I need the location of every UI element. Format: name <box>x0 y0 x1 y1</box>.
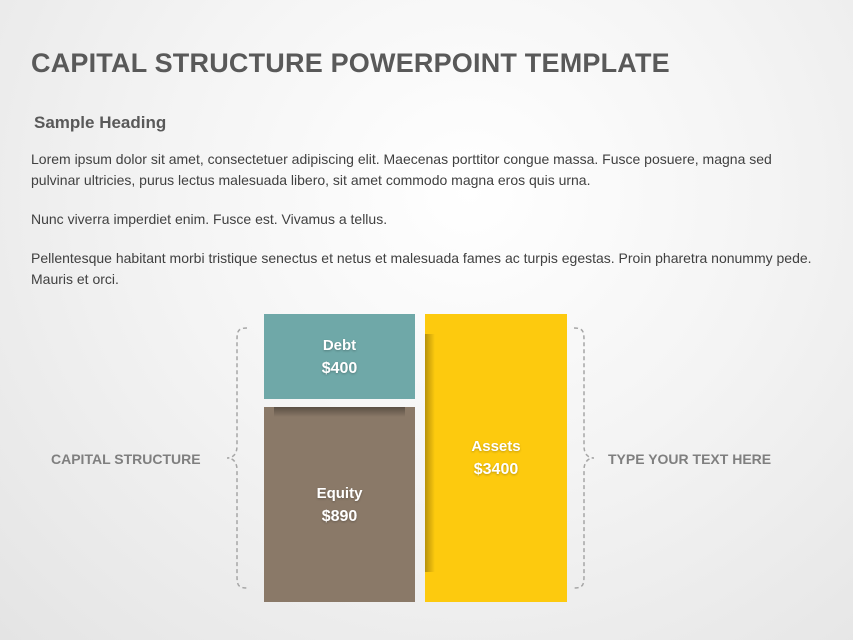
debt-label: Debt <box>322 336 357 354</box>
equity-value: $890 <box>321 507 358 525</box>
equity-label: Equity <box>316 484 363 502</box>
paragraph-1: Lorem ipsum dolor sit amet, consectetuer adipiscing elit. Maecenas porttitor congue massa. Fusce posuere, magna sed pulvinar ultricies, purus lectus malesuada libero, sit amet commodo magna eros quis urna. <box>31 151 772 188</box>
debt-block <box>264 314 415 399</box>
equity-block <box>264 407 415 602</box>
sample-heading: Sample Heading <box>34 113 167 132</box>
type-your-text-label: TYPE YOUR TEXT HERE <box>608 451 772 467</box>
left-brace-icon <box>225 326 249 590</box>
debt-value: $400 <box>321 359 358 377</box>
capital-structure-label: CAPITAL STRUCTURE <box>51 451 201 467</box>
assets-block <box>425 314 567 602</box>
slide-title: CAPITAL STRUCTURE POWERPOINT TEMPLATE <box>31 48 670 78</box>
assets-value: $3400 <box>473 461 519 478</box>
right-brace-icon <box>572 326 596 590</box>
assets-label: Assets <box>471 438 521 455</box>
paragraph-3: Pellentesque habitant morbi tristique senectus et netus et malesuada fames ac turpis egestas. Proin pharetra nonummy pede. Mauris et orci. <box>31 250 812 287</box>
paragraph-2: Nunc viverra imperdiet enim. Fusce est. Vivamus a tellus. <box>31 211 388 227</box>
